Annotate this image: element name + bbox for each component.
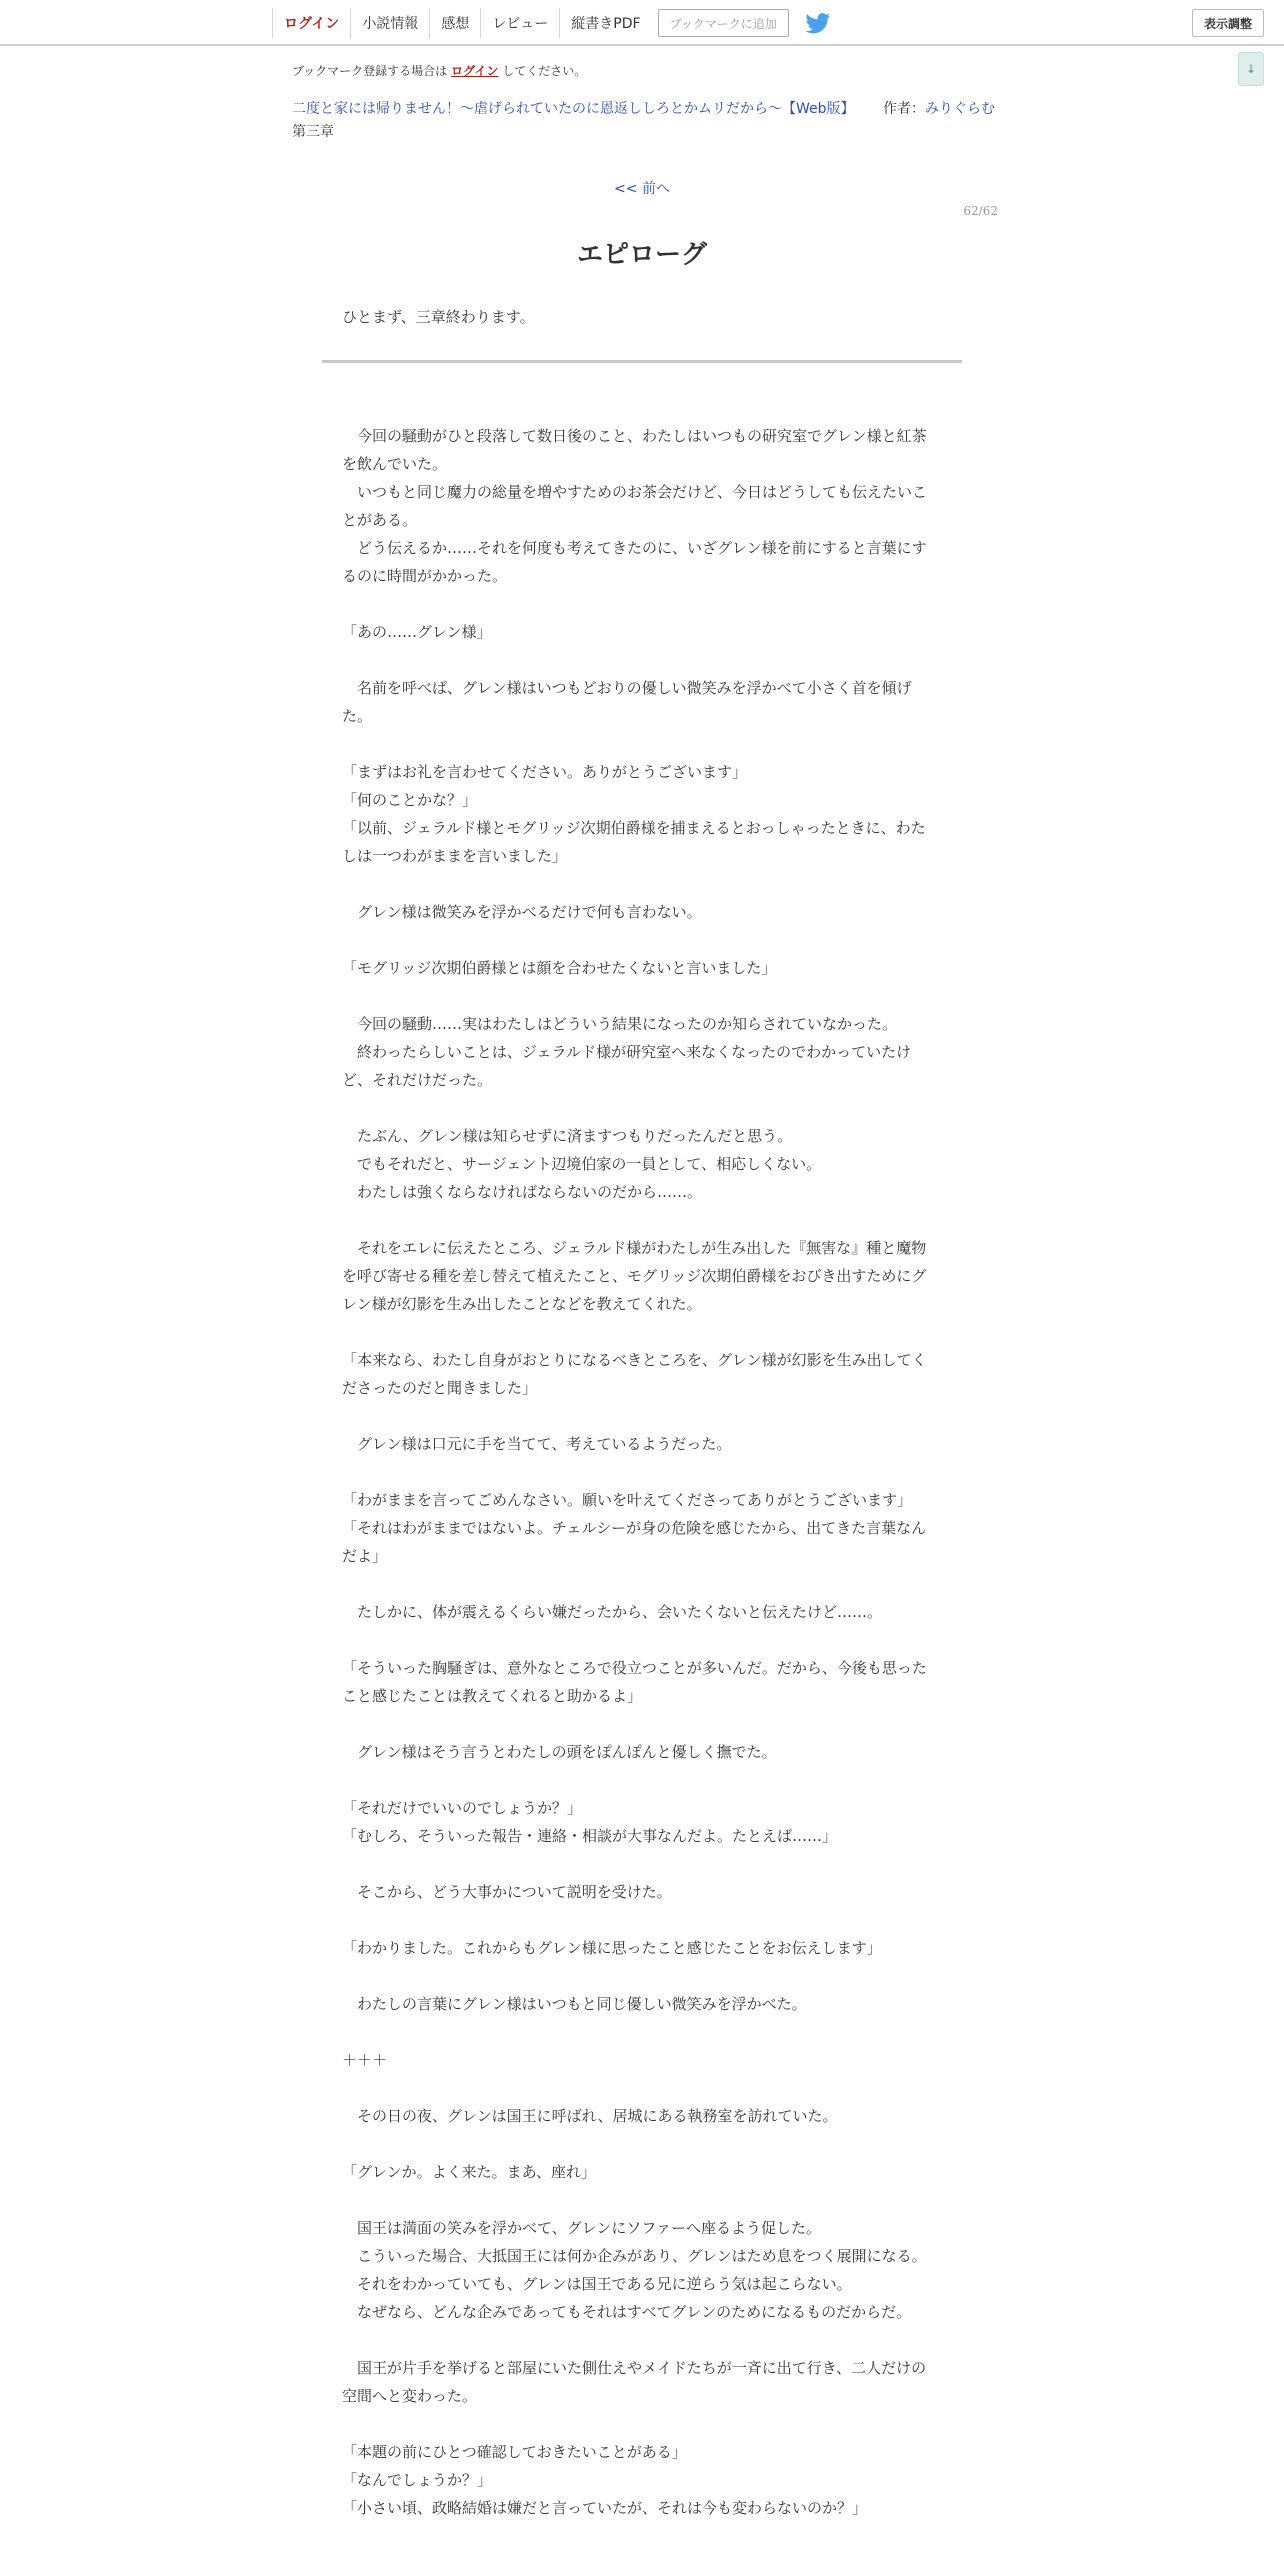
body-paragraph: たぶん、グレン様は知らせずに済ますつもりだったんだと思う。 [342, 1127, 793, 1145]
body-paragraph [342, 1626, 936, 1654]
nav-impressions-link[interactable]: 感想 [429, 8, 480, 38]
body-paragraph: たしかに、体が震えるくらい嫌だったから、会いたくないと伝えたけど……。 [342, 1603, 883, 1621]
body-paragraph: こういった場合、大抵国王には何か企みがあり、グレンはため息をつく展開になる。 [342, 2247, 927, 2265]
episode-page-count: 62/62 [963, 204, 998, 218]
body-paragraph: グレン様は微笑みを浮かべるだけで何も言わない。 [342, 903, 702, 921]
body-paragraph: 国王は満面の笑みを浮かべて、グレンにソファーへ座るよう促した。 [342, 2219, 822, 2237]
body-paragraph [342, 590, 936, 618]
body-paragraph [342, 1962, 936, 1990]
body-paragraph [342, 2186, 936, 2214]
login-notice [292, 62, 586, 79]
body-paragraph: その日の夜、グレンは国王に呼ばれ、居城にある執務室を訪れていた。 [342, 2107, 838, 2125]
nav-login-link[interactable]: ログイン [272, 8, 350, 38]
body-paragraph [342, 1906, 936, 1934]
prev-episode-link[interactable]: << 前へ [614, 181, 670, 197]
notice-login-link[interactable]: ログイン [451, 64, 499, 78]
top-navigation-bar [0, 0, 1284, 46]
body-paragraph: ＋＋＋ [342, 2051, 388, 2069]
body-paragraph: 「何のことかな？」 [342, 791, 478, 809]
add-bookmark-button[interactable]: ブックマークに追加 [658, 9, 789, 37]
body-paragraph [342, 1850, 936, 1878]
body-paragraph: 「グレンか。よく来た。まあ、座れ」 [342, 2163, 597, 2181]
body-paragraph [342, 394, 936, 422]
preface-divider [322, 360, 962, 363]
body-paragraph [342, 926, 936, 954]
episode-title: エピローグ [576, 240, 707, 270]
notice-prefix: ブックマーク登録する場合は [292, 64, 448, 78]
twitter-icon[interactable] [805, 12, 831, 34]
body-paragraph: 終わったらしいことは、ジェラルド様が研究室へ来なくなったのでわかっていたけど、それだけだった。 [342, 1043, 912, 1089]
body-paragraph: でもそれだと、サージェント辺境伯家の一員として、相応しくない。 [342, 1155, 822, 1173]
body-paragraph: 「むしろ、そういった報告・連絡・相談が大事なんだよ。たとえば……」 [342, 1827, 838, 1845]
main-nav [272, 6, 831, 40]
nav-review-link[interactable]: レビュー [480, 8, 559, 38]
body-paragraph: いつもと同じ魔力の総量を増やすためのお茶会だけど、今日はどうしても伝えたいことがある。 [342, 483, 928, 529]
body-paragraph: わたしの言葉にグレン様はいつもと同じ優しい微笑みを浮かべた。 [342, 1995, 807, 2013]
body-paragraph: それをエレに伝えたところ、ジェラルド様がわたしが生み出した『無害な』種と魔物を呼び寄せる種を差し替えて植えたこと、モグリッジ次期伯爵様をおびき出すためにグレン様が幻影を生み出したことなどを教えてくれた。 [342, 1239, 927, 1313]
novel-body-text [342, 394, 936, 2522]
body-paragraph: 「なんでしょうか？」 [342, 2471, 493, 2489]
chapter-title: 第三章 [292, 124, 334, 140]
body-paragraph [342, 2018, 936, 2046]
body-paragraph: 「まずはお礼を言わせてください。ありがとうございます」 [342, 763, 748, 781]
body-paragraph: 「小さい頃、政略結婚は嫌だと言っていたが、それは今も変わらないのか？」 [342, 2499, 868, 2517]
body-paragraph [342, 1402, 936, 1430]
twitter-bird-icon [805, 13, 831, 34]
body-paragraph: 名前を呼べば、グレン様はいつもどおりの優しい微笑みを浮かべて小さく首を傾げた。 [342, 679, 912, 725]
notice-suffix: してください。 [502, 64, 587, 78]
body-paragraph [342, 1710, 936, 1738]
body-paragraph: 「本来なら、わたし自身がおとりになるべきところを、グレン様が幻影を生み出してくださったのだと聞きました」 [342, 1351, 927, 1397]
body-paragraph: わたしは強くならなければならないのだから……。 [342, 1183, 703, 1201]
display-settings-button[interactable]: 表示調整 [1192, 9, 1264, 37]
body-paragraph: 「本題の前にひとつ確認しておきたいことがある」 [342, 2443, 687, 2461]
body-paragraph [342, 1766, 936, 1794]
body-paragraph: 「わかりました。これからもグレン様に思ったこと感じたことをお伝えします」 [342, 1939, 882, 1957]
body-paragraph: 国王が片手を挙げると部屋にいた側仕えやメイドたちが一斉に出て行き、二人だけの空間へと変わった。 [342, 2359, 927, 2405]
body-paragraph [342, 2410, 936, 2438]
author-label: 作者： [882, 101, 925, 117]
body-paragraph: グレン様はそう言うとわたしの頭をぽんぽんと優しく撫でた。 [342, 1743, 777, 1761]
body-paragraph: 「それはわがままではないよ。チェルシーが身の危険を感じたから、出てきた言葉なんだよ」 [342, 1519, 927, 1565]
scroll-down-tab[interactable]: ↓ [1238, 52, 1264, 86]
author-link[interactable]: みりぐらむ [924, 101, 995, 117]
body-paragraph [342, 982, 936, 1010]
body-paragraph: 「以前、ジェラルド様とモグリッジ次期伯爵様を捕まえるとおっしゃったときに、わたしは一つわがままを言いました」 [342, 819, 926, 865]
novel-title-line [292, 98, 995, 118]
body-paragraph: なぜなら、どんな企みであってもそれはすべてグレンのためになるものだからだ。 [342, 2303, 912, 2321]
body-paragraph: 「あの……グレン様」 [342, 623, 492, 641]
body-paragraph [342, 646, 936, 674]
body-paragraph: それをわかっていても、グレンは国王である兄に逆らう気は起こらない。 [342, 2275, 852, 2293]
body-paragraph [342, 2130, 936, 2158]
episode-preface: ひとまず、三章終わります。 [342, 308, 535, 326]
nav-vertical-pdf-link[interactable]: 縦書きPDF [559, 8, 651, 38]
body-paragraph: 今回の騒動がひと段落して数日後のこと、わたしはいつもの研究室でグレン様と紅茶を飲んでいた。 [342, 427, 927, 473]
body-paragraph: 「モグリッジ次期伯爵様とは顔を合わせたくないと言いました」 [342, 959, 777, 977]
body-paragraph [342, 2326, 936, 2354]
body-paragraph: グレン様は口元に手を当てて、考えているようだった。 [342, 1435, 732, 1453]
novel-title-link[interactable]: 二度と家には帰りません！～虐げられていたのに恩返ししろとかムリだから～【Web版】 [292, 101, 855, 117]
body-paragraph [342, 1458, 936, 1486]
body-paragraph: 「わがままを言ってごめんなさい。願いを叶えてくださってありがとうございます」 [342, 1491, 913, 1509]
body-paragraph: 「そういった胸騒ぎは、意外なところで役立つことが多いんだ。だから、今後も思ったこと感じたことは教えてくれると助かるよ」 [342, 1659, 927, 1705]
body-paragraph [342, 870, 936, 898]
body-paragraph: どう伝えるか……それを何度も考えてきたのに、いざグレン様を前にすると言葉にするのに時間がかかった。 [342, 539, 927, 585]
body-paragraph [342, 2074, 936, 2102]
body-paragraph [342, 1206, 936, 1234]
body-paragraph: 「それだけでいいのでしょうか？」 [342, 1799, 583, 1817]
body-paragraph [342, 1318, 936, 1346]
nav-novel-info-link[interactable]: 小説情報 [350, 8, 429, 38]
body-paragraph [342, 730, 936, 758]
body-paragraph [342, 1094, 936, 1122]
body-paragraph [342, 1570, 936, 1598]
body-paragraph: 今回の騒動……実はわたしはどういう結果になったのか知らされていなかった。 [342, 1015, 898, 1033]
body-paragraph: そこから、どう大事かについて説明を受けた。 [342, 1883, 672, 1901]
